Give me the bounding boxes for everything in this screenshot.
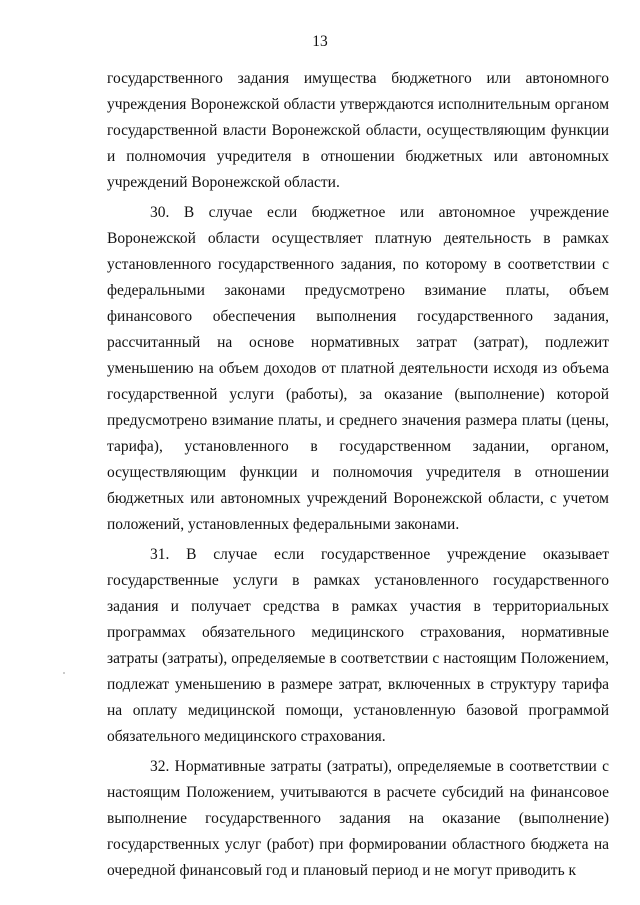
page-number: 13 — [312, 33, 328, 50]
paragraph-32: 32. Нормативные затраты (затраты), определяемые в соответствии с настоящим Положением, учитываются в расчете субсидий на финансовое выполнение государственного задания на оказание (выполнение) государственных услуг (работ) при формировании областного бюджета на очередной финансовый год и плановый период и не могут приводить к — [107, 758, 609, 879]
paragraph-30: 30. В случае если бюджетное или автономное учреждение Воронежской области осуществляет платную деятельность в рамках установленного государственного задания, по которому в соответствии с федеральными законами предусмотрено взимание платы, объем финансового обеспечения выполнения государственного задания, рассчитанный на основе нормативных затрат (затрат), подлежит уменьшению на объем доходов от платной деятельности исходя из объема государственной услуги (работы), за оказание (выполнение) которой предусмотрено взимание платы, и среднего значения размера платы (цены, тарифа), установленного в государственном задании, органом, осуществляющим функции и полномочия учредителя в отношении бюджетных или автономных учреждений Воронежской области, с учетом положений, установленных федеральными законами. — [107, 204, 609, 533]
paragraph-continuation: государственного задания имущества бюджетного или автономного учреждения Воронежской области утверждаются исполнительным органом государственной власти Воронежской области, осуществляющим функции и полномочия учредителя в отношении бюджетных или автономных учреждений Воронежской области. — [107, 70, 609, 191]
document-body — [107, 66, 609, 888]
paragraph-31: 31. В случае если государственное учреждение оказывает государственные услуги в рамках установленного государственного задания и получает средства в рамках участия в территориальных программах обязательного медицинского страхования, нормативные затраты (затраты), определяемые в соответствии с настоящим Положением, подлежат уменьшению в размере затрат, включенных в структуру тарифа на оплату медицинской помощи, установленную базовой программой обязательного медицинского страхования. — [107, 546, 609, 745]
scan-speck — [63, 672, 65, 674]
